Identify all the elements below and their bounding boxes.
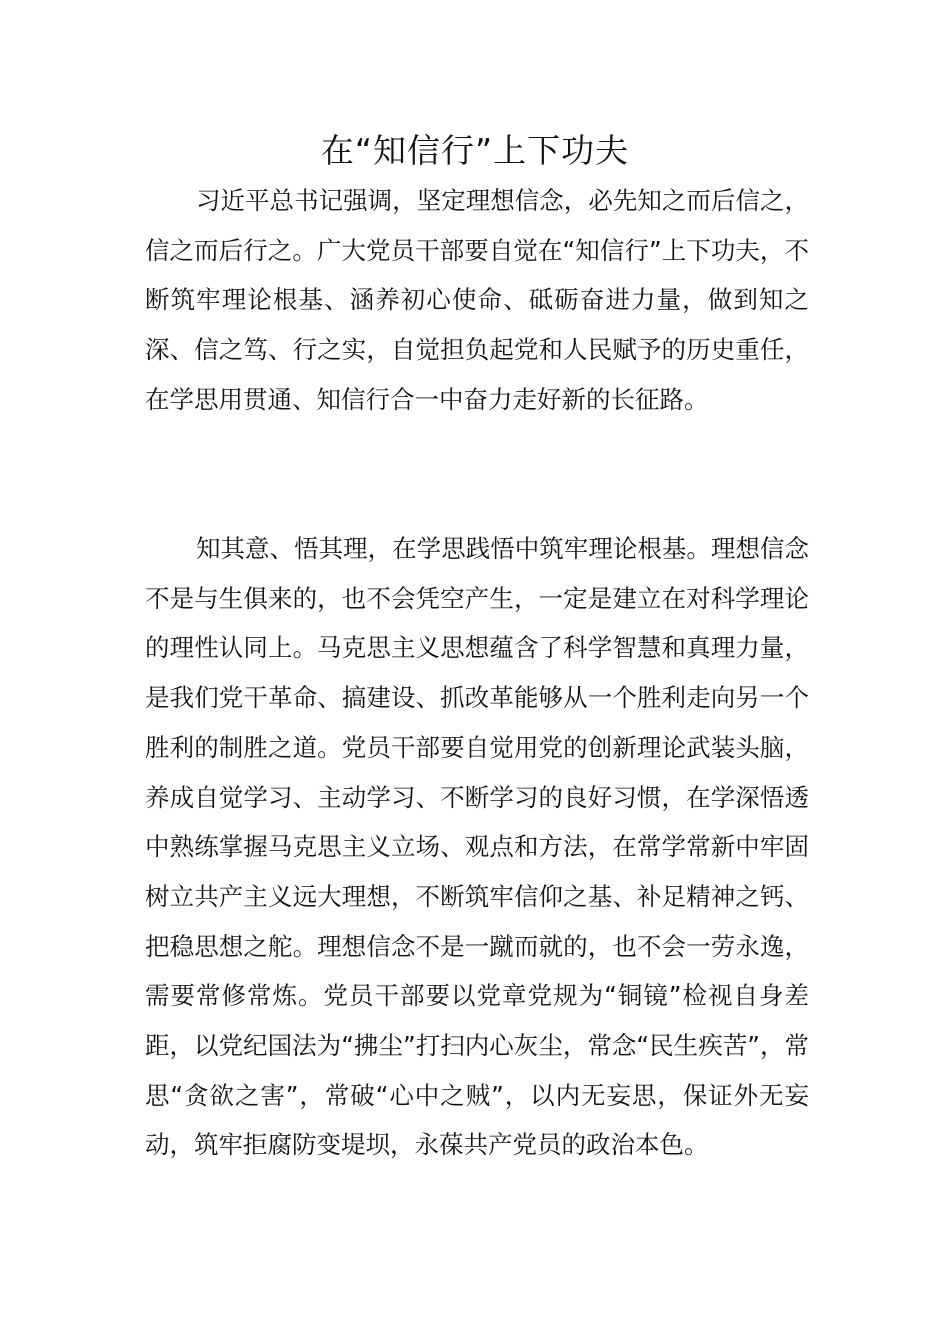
document-title: 在“知信行”上下功夫: [320, 131, 630, 170]
body-paragraph-1: 习近平总书记强调，坚定理想信念，必先知之而后信之，信之而后行之。广大党员干部要自觉在“知信行”上下功夫，不断筑牢理论根基、涵养初心使命、砥砺奋进力量，做到知之深、信之笃、行之实，自觉担负起党和人民赋予的历史重任，在学思用贯通、知信行合一中奋力走好新的长征路。: [145, 186, 809, 414]
body-paragraph-2: 知其意、悟其理，在学思践悟中筑牢理论根基。理想信念不是与生俱来的，也不会凭空产生，一定是建立在对科学理论的理性认同上。马克思主义思想蕴含了科学智慧和真理力量，是我们党干革命、搞建设、抓改革能够从一个胜利走向另一个胜利的制胜之道。党员干部要自觉用党的创新理论武装头脑，养成自觉学习、主动学习、不断学习的良好习惯，在学深悟透中熟练掌握马克思主义立场、观点和方法，在常学常新中牢固树立共产主义远大理想，不断筑牢信仰之基、补足精神之钙、把稳思想之舵。理想信念不是一蹴而就的，也不会一劳永逸，需要常修常炼。党员干部要以党章党规为“铜镜”检视自身差距，以党纪国法为“拂尘”打扫内心灰尘，常念“民生疾苦”，常思“贪欲之害”，常破“心中之贼”，以内无妄思，保证外无妄动，筑牢拒腐防变堤坝，永葆共产党员的政治本色。: [145, 534, 809, 1160]
